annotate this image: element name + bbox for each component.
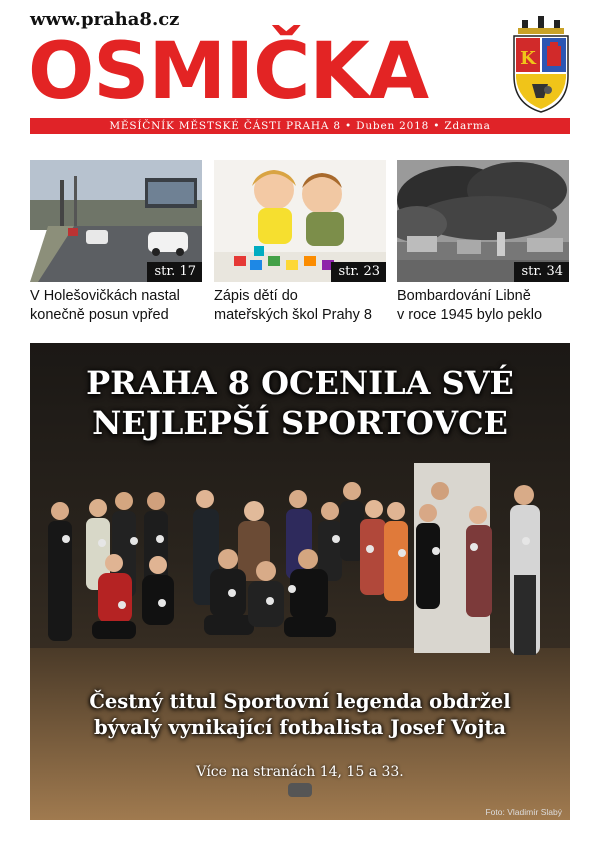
teaser-caption: Zápis dětí do mateřských škol Prahy 8 [214, 288, 372, 323]
bombing-photo [397, 160, 569, 282]
teaser-caption: V Holešovičkách nastal konečně posun vpřed [30, 288, 180, 323]
children-photo [214, 160, 386, 282]
page-badge: str. 34 [514, 262, 570, 282]
masthead-title: OSMIČKA [28, 27, 429, 117]
hero-section [30, 343, 570, 820]
teaser-kindergarten[interactable] [214, 160, 386, 325]
page-badge: str. 17 [147, 262, 203, 282]
teaser-holesovicky[interactable] [30, 160, 202, 325]
photo-credit: Foto: Vladimír Slabý [485, 807, 562, 817]
road-photo [30, 160, 202, 282]
coat-of-arms-icon [508, 14, 574, 114]
sub-headline: Čestný titul Sportovní legenda obdržel bývalý vynikající fotbalista Josef Vojta [89, 690, 511, 739]
svg-text:K: K [520, 48, 536, 69]
teaser-bombing[interactable] [397, 160, 569, 325]
page-reference: Více na stranách 14, 15 a 33. [196, 764, 404, 780]
issue-info-band: MĚSÍČNÍK MĚSTSKÉ ČÁSTI PRAHA 8 • Duben 2018 • Zdarma [30, 118, 570, 134]
page-badge: str. 23 [331, 262, 387, 282]
website-url[interactable]: www.praha8.cz [30, 9, 180, 30]
main-headline: PRAHA 8 OCENILA SVÉ NEJLEPŠÍ SPORTOVCE [86, 364, 514, 442]
teaser-caption: Bombardování Libně v roce 1945 bylo peklo [397, 288, 543, 323]
